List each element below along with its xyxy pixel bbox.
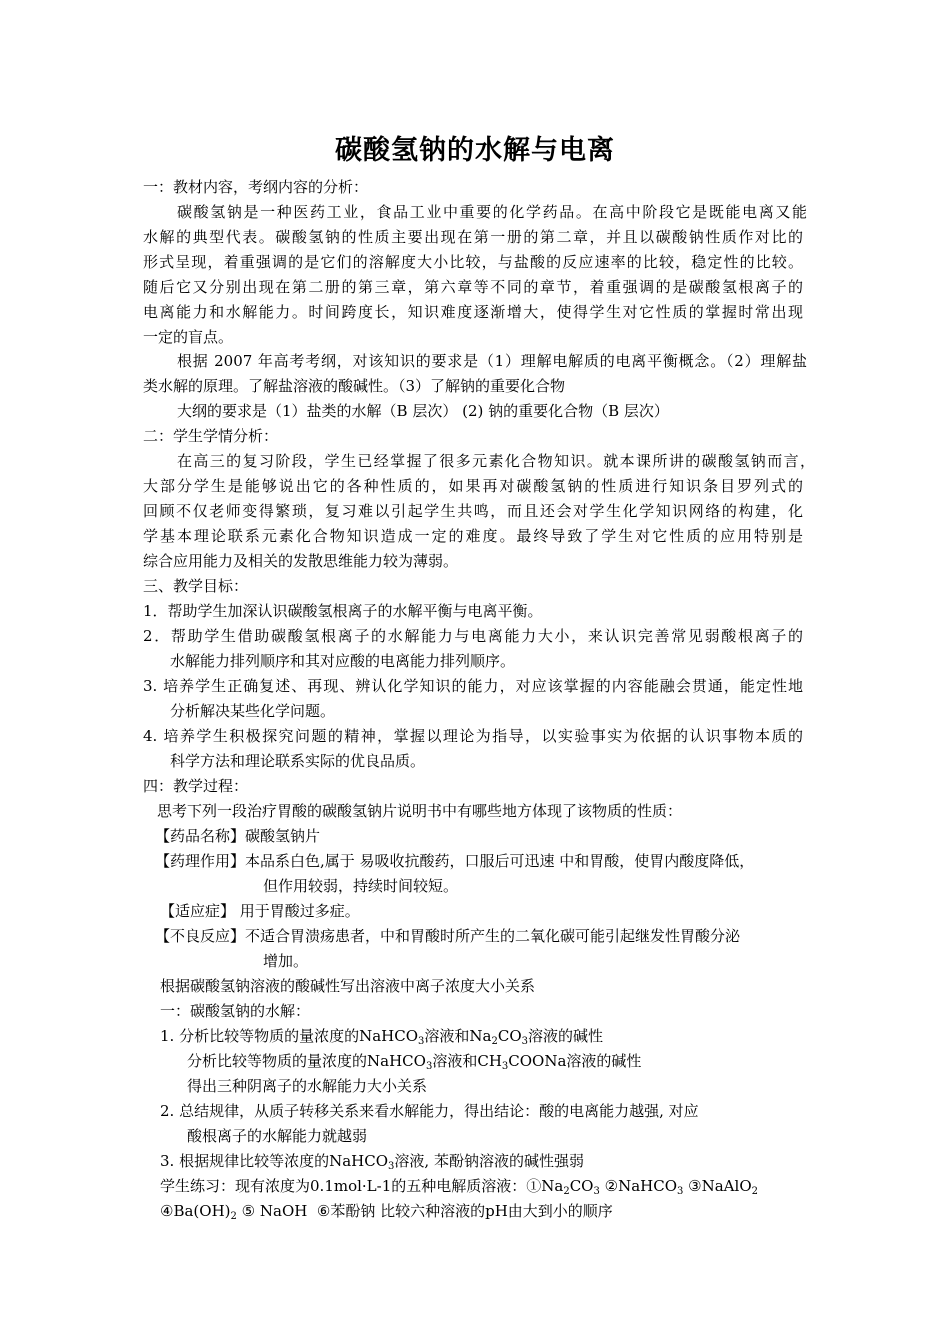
paragraph-line: 类水解的原理。了解盐溶液的酸碱性。（3）了解钠的重要化合物 xyxy=(143,377,566,395)
drug-name: 【药品名称】碳酸氢钠片 xyxy=(155,827,321,845)
paragraph-line: 一定的盲点。 xyxy=(143,328,234,346)
paragraph-line: 综合应用能力及相关的发散思维能力较为薄弱。 xyxy=(143,552,459,570)
step-2: 2. 总结规律，从质子转移关系来看水解能力，得出结论：酸的电离能力越强, 对应 xyxy=(160,1102,699,1120)
goal-item: 3. 培养学生正确复述、再现、辨认化学知识的能力，对应该掌握的内容能融会贯通，能定性地 xyxy=(143,677,803,695)
ion-relation-task: 根据碳酸氢钠溶液的酸碱性写出溶液中离子浓度大小关系 xyxy=(160,977,536,995)
paragraph-line: 大部分学生是能够说出它的各种性质的，如果再对碳酸氢钠的性质进行知识条目罗列式的 xyxy=(143,477,803,495)
paragraph-line: 在高三的复习阶段，学生已经掌握了很多元素化合物知识。就本课所讲的碳酸氢钠而言， xyxy=(177,452,815,470)
paragraph-line: 大纲的要求是（1）盐类的水解（B 层次） (2) 钠的重要化合物（B 层次） xyxy=(177,402,669,420)
page-title: 碳酸氢钠的水解与电离 xyxy=(335,135,615,166)
drug-indication: 【适应症】 用于胃酸过多症。 xyxy=(160,902,360,920)
drug-adverse-continued: 增加。 xyxy=(263,952,309,970)
step-3: 3. 根据规律比较等浓度的NaHCO$_3$溶液, 苯酚钠溶液的碱性强弱 xyxy=(160,1152,584,1172)
goal-item: 2．帮助学生借助碳酸氢根离子的水解能力与电离能力大小，来认识完善常见弱酸根离子的 xyxy=(143,627,803,645)
paragraph-line: 根据 2007 年高考考纲，对该知识的要求是（1）理解电解质的电离平衡概念。（2）理解盐 xyxy=(177,352,807,370)
paragraph-line: 回顾不仅老师变得繁琐，复习难以引起学生共鸣，而且还会对学生化学知识网络的构建，化 xyxy=(143,502,803,520)
paragraph-line: 电离能力和水解能力。时间跨度长，知识难度逐渐增大，使得学生对它性质的掌握时常出现 xyxy=(143,303,803,321)
goal-item-continued: 分析解决某些化学问题。 xyxy=(170,702,336,720)
student-exercise: 学生练习：现有浓度为0.1mol·L-1的五种电解质溶液：$①Na_2CO_3$ ②NaHCO$_3$ ③NaAlO$_2$ xyxy=(160,1177,758,1197)
section-4-heading: 四：教学过程： xyxy=(143,777,249,795)
student-exercise-continued: $④Ba(OH)_2$ ⑤ NaOH ⑥苯酚钠 比较六种溶液的pH由大到小的顺序 xyxy=(160,1202,613,1222)
paragraph-line: 碳酸氢钠是一种医药工业，食品工业中重要的化学药品。在高中阶段它是既能电离又能 xyxy=(177,203,807,221)
goal-item: 4. 培养学生积极探究问题的精神，掌握以理论为指导，以实验事实为依据的认识事物本质的 xyxy=(143,727,803,745)
step-2-continued: 酸根离子的水解能力就越弱 xyxy=(187,1127,368,1145)
paragraph-line: 学基本理论联系元素化合物知识造成一定的难度。最终导致了学生对它性质的应用特别是 xyxy=(143,527,803,545)
hydrolysis-heading: 一：碳酸氢钠的水解： xyxy=(160,1002,311,1020)
goal-item: 1．帮助学生加深认识碳酸氢根离子的水解平衡与电离平衡。 xyxy=(143,602,543,620)
goal-item-continued: 科学方法和理论联系实际的优良品质。 xyxy=(170,752,426,770)
section-2-heading: 二：学生学情分析： xyxy=(143,427,279,445)
section-1-heading: 一：教材内容，考纲内容的分析： xyxy=(143,178,369,196)
paragraph-line: 水解的典型代表。碳酸氢钠的性质主要出现在第一册的第二章，并且以碳酸钠性质作对比的 xyxy=(143,228,803,246)
paragraph-line: 形式呈现，着重强调的是它们的溶解度大小比较，与盐酸的反应速率的比较，稳定性的比较。 xyxy=(143,253,803,271)
drug-action-continued: 但作用较弱，持续时间较短。 xyxy=(263,877,459,895)
step-1b: 分析比较等物质的量浓度的NaHCO$_3$溶液和$CH_3COONa$溶液的碱性 xyxy=(187,1052,642,1072)
drug-adverse-reaction: 【不良反应】不适合胃溃疡患者，中和胃酸时所产生的二氧化碳可能引起继发性胃酸分泌 xyxy=(155,927,741,945)
reflection-question: 思考下列一段治疗胃酸的碳酸氢钠片说明书中有哪些地方体现了该物质的性质： xyxy=(157,802,683,820)
drug-action: 【药理作用】本品系白色,属于 易吸收抗酸药，口服后可迅速 中和胃酸，使胃内酸度降低， xyxy=(155,852,755,870)
paragraph-line: 随后它又分别出现在第二册的第三章，第六章等不同的章节，着重强调的是碳酸氢根离子的 xyxy=(143,278,803,296)
goal-item-continued: 水解能力排列顺序和其对应酸的电离能力排列顺序。 xyxy=(170,652,516,670)
step-1a: 1. 分析比较等物质的量浓度的NaHCO$_3$溶液和$Na_2CO_3$溶液的碱性 xyxy=(160,1027,604,1047)
step-1c: 得出三种阴离子的水解能力大小关系 xyxy=(187,1077,428,1095)
section-3-heading: 三、教学目标： xyxy=(143,577,249,595)
